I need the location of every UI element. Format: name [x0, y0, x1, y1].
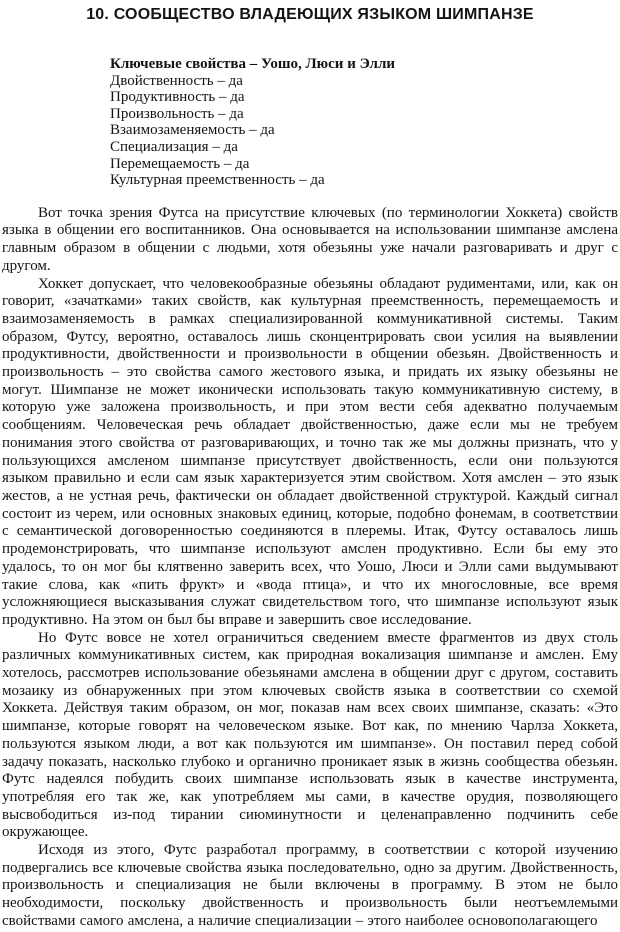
- key-property-item: Культурная преемственность – да: [110, 172, 325, 189]
- body-paragraph: Вот точка зрения Футса на присутствие ключевых (по терминологии Хоккета) свойств языка в общении его воспитанников. Она основывается на использовании шимпанзе амслена главным образом в общении с людьми, хотя обезьяны уже начали разговаривать и друг с другом.: [2, 204, 618, 274]
- body-paragraph: Но Футс вовсе не хотел ограничиться сведением вместе фрагментов из двух столь различных коммуникативных систем, как природная вокализация шимпанзе и амслен. Ему хотелось, рассмотрев использование обезьянами амслена в общении друг с другом, составить мозаику из обнаруженных при этом ключевых свойств языка в соответствии со схемой Хоккета. Действуя таким образом, он мог, показав нам всех своих шимпанзе, сказать: «Это шимпанзе, которые говорят на человеческом языке. Вот как, по мнению Чарлза Хоккета, пользуются языком люди, а вот как пользуются им шимпанзе». Он поставил перед собой задачу показать, насколько глубоко и органично проникает язык в жизнь сообщества обезьян. Футс надеялся побудить своих шимпанзе использовать язык в качестве инструмента, употребляя его так же, как употребляем мы сами, в качестве орудия, позволяющего высвободиться из-под тирании сиюминутности и целенаправленно подчинить себе окружающее.: [2, 629, 618, 841]
- body-paragraph: Исходя из этого, Футс разработал программу, в соответствии с которой изучению подвергались все ключевые свойства языка последовательно, одно за другим. Двойственность, произвольность и специализация не были включены в программу. В этом не было необходимости, поскольку двойственность и произвольность были неотъемлемыми свойствами самого амслена, а наличие специализации – этого наиболее основополагающего: [2, 842, 618, 929]
- key-property-item: Двойственность – да: [110, 72, 243, 89]
- key-properties-heading: Ключевые свойства – Уошо, Люси и Элли: [110, 56, 396, 72]
- body-paragraph: Хоккет допускает, что человекообразные обезьяны обладают рудиментами, или, как он говорит, «зачатками» таких свойств, как культурная преемственность, перемещаемость и взаимозаменяемость в рамках специализированной коммуникативной системы. Таким образом, Футсу, вероятно, оставалось лишь сконцентрировать свои усилия на выявлении продуктивности, двойственности и произвольности в общении обезьян. Двойственность и произвольность – это свойства самого жестового языка, и придать их языку обезьяны не могут. Шимпанзе не может иконически использовать такую коммуникативную систему, в которую уже заложена произвольность, и при этом вести себя адекватно получаемым сообщениям. Человеческая речь обладает двойственностью, даже если мы не требуем понимания этого свойства от разговаривающих, и точно так же мы должны признать, что у пользующихся амсленом шимпанзе присутствует двойственность, если они пользуются языком правильно и если сам язык характеризуется этим свойством. Хотя амслен – это язык жестов, а не устная речь, фактически он обладает двойственной структурой. Каждый сигнал состоит из черем, или основных знаковых единиц, которые, подобно фонемам, в соответствии с семантической договоренностью соединяются в плеремы. Итак, Футсу оставалось лишь продемонстрировать, что шимпанзе используют амслен продуктивно. Если бы ему это удалось, то он мог бы клятвенно заверить всех, что Уошо, Люси и Элли сами выдумывают такие слова, как «пить фрукт» и «вода птица», и что их многословные, все время усложняющиеся высказывания служат свидетельством того, что шимпанзе используют язык продуктивно. На этом он был бы вправе и завершить свое исследование.: [2, 275, 618, 628]
- chapter-title: 10. СООБЩЕСТВО ВЛАДЕЮЩИХ ЯЗЫКОМ ШИМПАНЗЕ: [86, 6, 534, 23]
- key-properties-block: [110, 56, 618, 189]
- body-text: [2, 205, 618, 931]
- key-property-item: Специализация – да: [110, 138, 238, 155]
- key-property-item: Продуктивность – да: [110, 89, 245, 106]
- key-property-item: Перемещаемость – да: [110, 155, 250, 172]
- key-property-item: Взаимозаменяемость – да: [110, 122, 275, 139]
- key-property-item: Произвольность – да: [110, 105, 244, 122]
